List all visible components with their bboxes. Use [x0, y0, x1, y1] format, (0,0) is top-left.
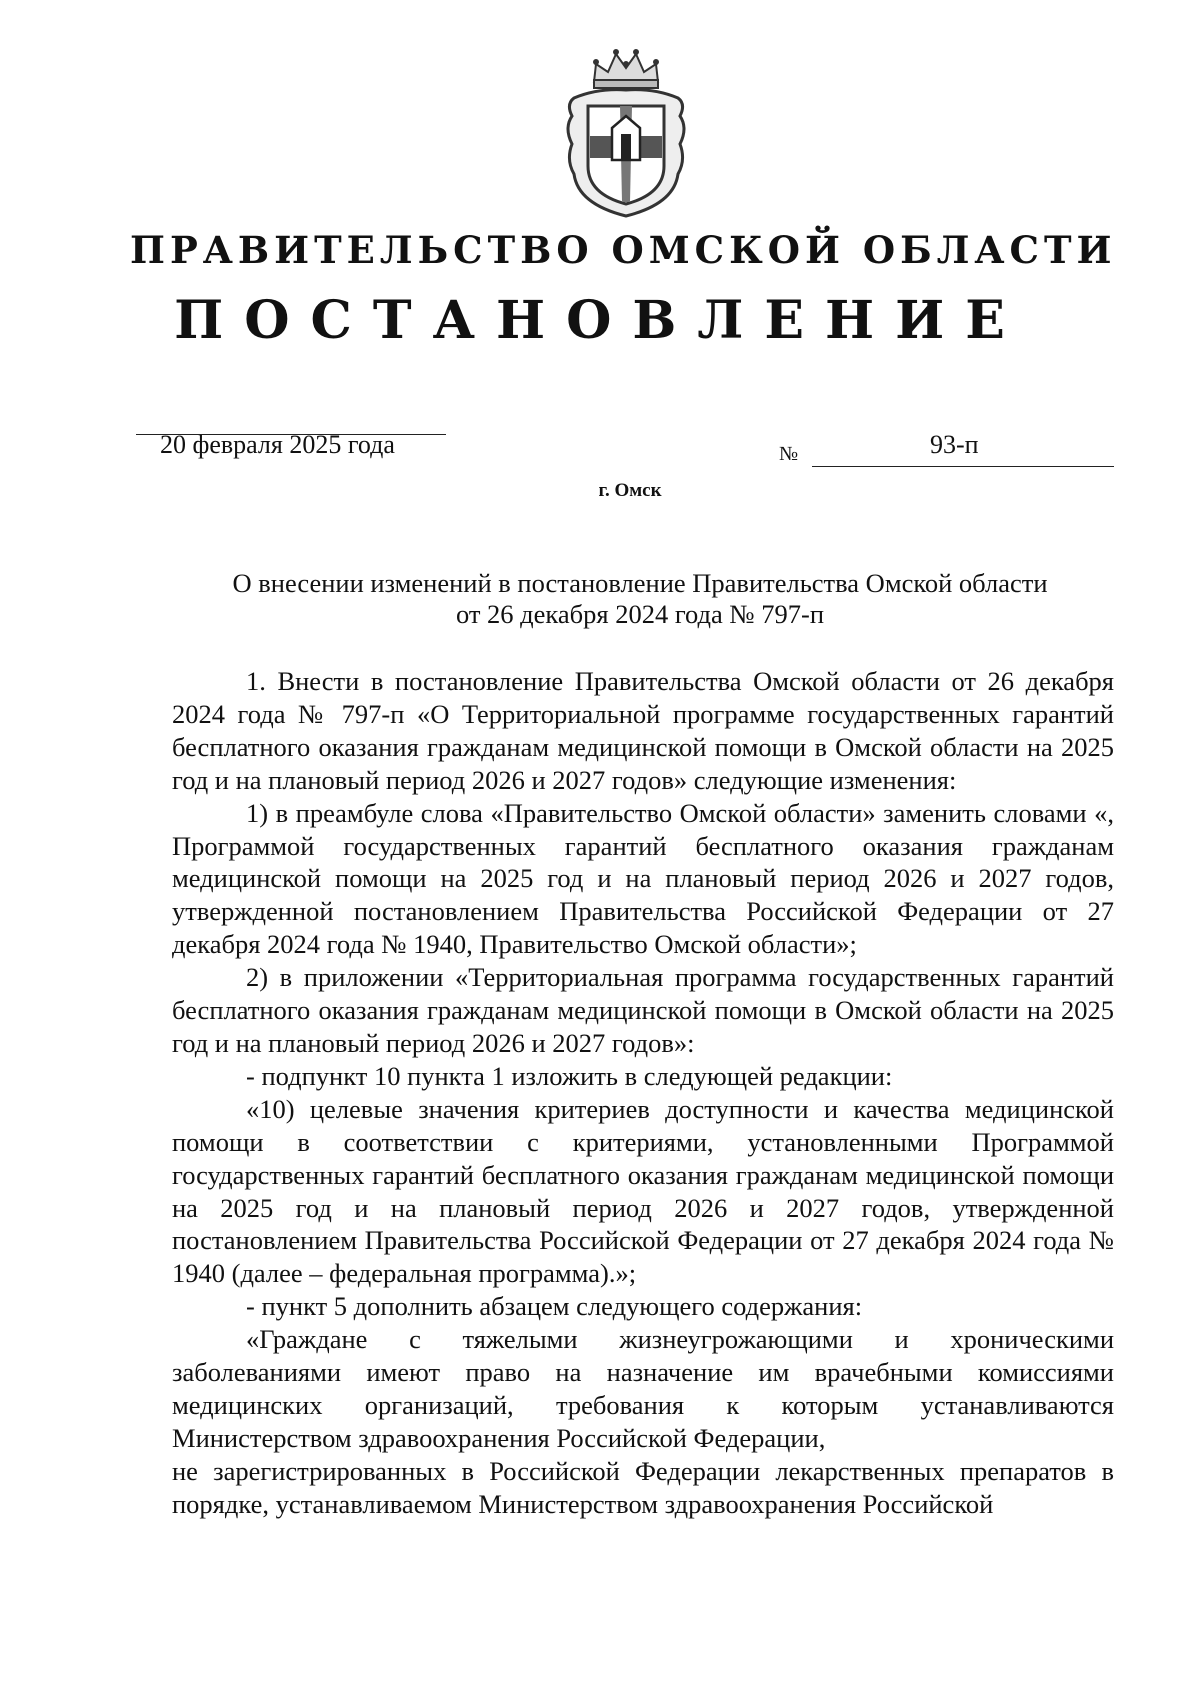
body-paragraph: 2) в приложении «Территориальная программа государственных гарантий бесплатного оказания гражданам медицинской помощи в Омской области на 2025 год и на плановый период 2026 и 2027 годов»: [172, 962, 1114, 1058]
body-paragraph: «Граждане с тяжелыми жизнеугрожающими и хроническими заболеваниями имеют право на назначение им врачебными комиссиями медицинских организаций, требования к которым устанавливаются Министерством здравоохранения Российской Федерации, [172, 1324, 1114, 1453]
body-paragraph: - подпункт 10 пункта 1 изложить в следующей редакции: [246, 1060, 893, 1091]
document-date: 20 февраля 2025 года [160, 430, 395, 459]
document-subject [160, 568, 1120, 630]
document-number: 93-п [930, 430, 979, 459]
document-body [172, 665, 1114, 1521]
number-sign: № [779, 443, 799, 465]
coat-of-arms-icon [564, 44, 688, 220]
subject-line-1: О внесении изменений в постановление Правительства Омской области [232, 568, 1048, 598]
body-paragraph: 1) в преамбуле слова «Правительство Омской области» заменить словами «, Программой государственных гарантий бесплатного оказания гражданам медицинской помощи на 2025 год и на плановый период 2026 и 2027 годов, утвержденной постановлением Правительства Российской Федерации от 27 декабря 2024 года № 1940, Правительство Омской области»; [172, 797, 1114, 960]
number-underline [812, 465, 1114, 467]
document-type-title: ПОСТАНОВЛЕНИЕ [174, 290, 1026, 351]
government-title: ПРАВИТЕЛЬСТВО ОМСКОЙ ОБЛАСТИ [130, 228, 1117, 272]
date-underline [136, 433, 446, 435]
body-paragraph: не зарегистрированных в Российской Федерации лекарственных препаратов в порядке, устанавливаемом Министерством здравоохранения Российской [172, 1455, 1114, 1519]
body-paragraph: - пункт 5 дополнить абзацем следующего содержания: [246, 1291, 863, 1322]
body-paragraph: «10) целевые значения критериев доступности и качества медицинской помощи в соответствии с критериями, установленными Программой государственных гарантий бесплатного оказания гражданам медицинской помощи на 2025 год и на плановый период 2026 и 2027 годов, утвержденной постановлением Правительства Российской Федерации от 27 декабря 2024 года № 1940 (далее – федеральная программа).»; [172, 1093, 1114, 1289]
subject-line-2: от 26 декабря 2024 года № 797-п [455, 599, 825, 629]
body-paragraph: 1. Внести в постановление Правительства Омской области от 26 декабря 2024 года № 797-п «О Территориальной программе государственных гарантий бесплатного оказания гражданам медицинской помощи в Омской области на 2025 год и на плановый период 2026 и 2027 годов» следующие изменения: [172, 666, 1114, 795]
city: г. Омск [598, 480, 662, 501]
